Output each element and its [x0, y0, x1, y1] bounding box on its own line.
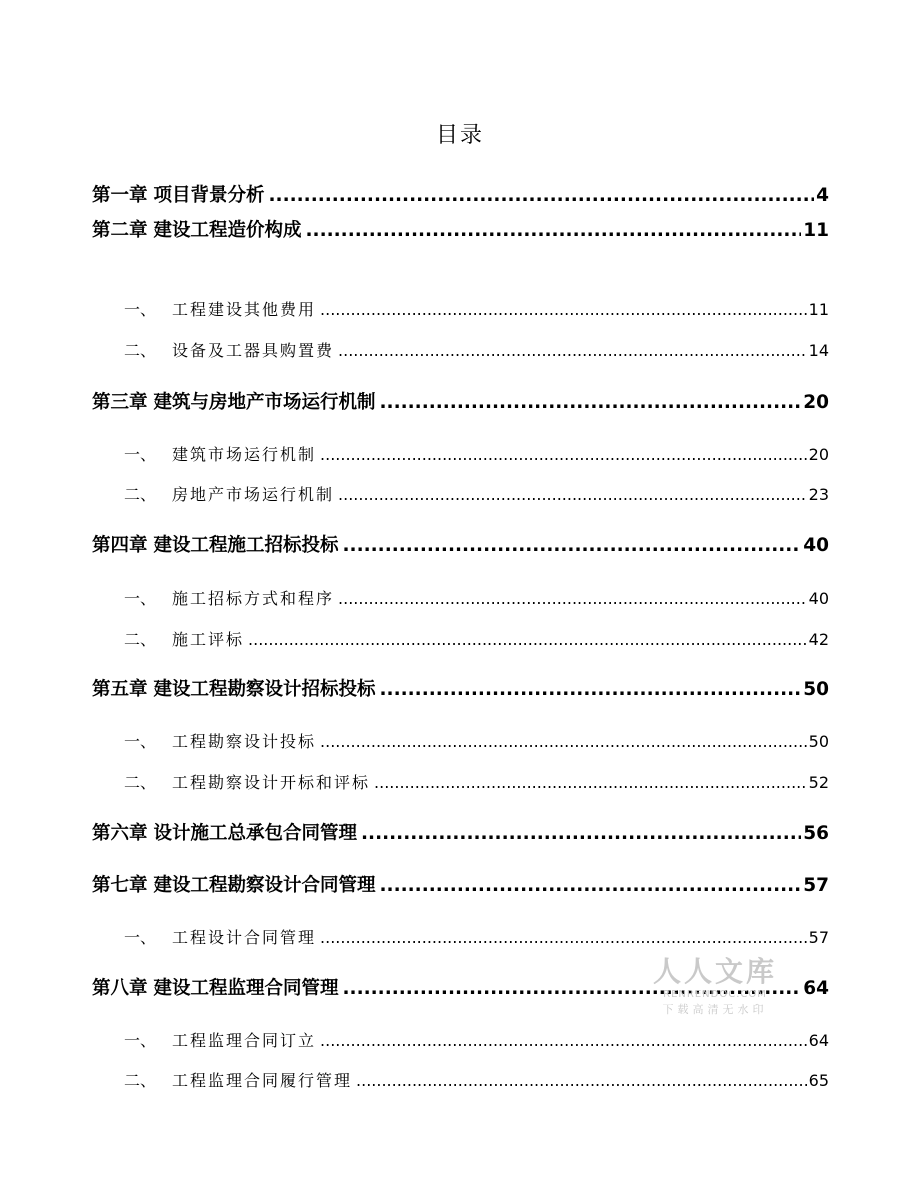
toc-chapter-number: 第一章: [92, 185, 148, 206]
toc-section-number: 一、: [124, 589, 157, 608]
toc-entry-chapter-4[interactable]: [92, 531, 829, 561]
toc-section-number: 一、: [124, 732, 157, 751]
toc-page-number: 20: [803, 392, 829, 413]
toc-leader-dots: [338, 336, 807, 366]
toc-entry-chapter-1[interactable]: [92, 181, 829, 211]
toc-section-title: 房地产市场运行机制: [172, 485, 335, 504]
toc-chapter-number: 第五章: [92, 679, 148, 700]
toc-entry-section-2-2[interactable]: [124, 336, 829, 366]
toc-leader-dots: [269, 181, 815, 211]
toc-chapter-number: 第二章: [92, 220, 148, 241]
toc-section-number: 一、: [124, 928, 157, 947]
toc-chapter-title: 建筑与房地产市场运行机制: [153, 392, 376, 413]
toc-entry-chapter-3[interactable]: [92, 388, 829, 418]
watermark-subtitle: 下载高清无水印: [662, 1003, 768, 1016]
toc-leader-dots: [343, 974, 802, 1004]
toc-chapter-number: 第七章: [92, 875, 148, 896]
toc-page-number: 50: [803, 679, 829, 700]
toc-chapter-title: 建设工程造价构成: [153, 220, 302, 241]
toc-leader-dots: [338, 480, 807, 510]
watermark-logo-text: 人人文库: [652, 955, 777, 988]
toc-page-number: 11: [808, 300, 829, 319]
toc-section-title: 设备及工器具购置费: [172, 341, 335, 360]
toc-leader-dots: [248, 625, 807, 655]
toc-section-number: 一、: [124, 445, 157, 464]
toc-section-title: 工程建设其他费用: [172, 300, 317, 319]
toc-leader-dots: [320, 727, 807, 757]
toc-leader-dots: [320, 923, 807, 953]
toc-entry-section-4-2[interactable]: [124, 625, 829, 655]
toc-section-title: 建筑市场运行机制: [172, 445, 317, 464]
toc-entry-chapter-7[interactable]: [92, 871, 829, 901]
toc-section-number: 二、: [124, 485, 157, 504]
toc-page-number: 20: [808, 445, 829, 464]
toc-section-number: 一、: [124, 1031, 157, 1050]
toc-section-number: 二、: [124, 341, 157, 360]
toc-entry-section-3-1[interactable]: [124, 440, 829, 470]
toc-chapter-title: 设计施工总承包合同管理: [153, 823, 358, 844]
toc-title: 目录: [435, 123, 484, 148]
toc-entry-chapter-5[interactable]: [92, 675, 829, 705]
toc-entry-section-5-2[interactable]: [124, 768, 829, 798]
toc-section-title: 工程监理合同订立: [172, 1031, 317, 1050]
toc-chapter-title: 建设工程勘察设计招标投标: [153, 679, 376, 700]
toc-entry-section-5-1[interactable]: [124, 727, 829, 757]
toc-page-number: 23: [808, 485, 829, 504]
toc-page-number: 64: [803, 978, 829, 999]
toc-leader-dots: [338, 584, 807, 614]
toc-page-number: 14: [808, 341, 829, 360]
toc-entry-chapter-2[interactable]: [92, 216, 829, 246]
toc-leader-dots: [356, 1066, 807, 1096]
toc-section-title: 工程勘察设计开标和评标: [172, 773, 371, 792]
toc-entry-section-8-1[interactable]: [124, 1026, 829, 1056]
toc-section-number: 二、: [124, 1071, 157, 1090]
toc-page-number: 11: [803, 220, 829, 241]
toc-leader-dots: [320, 295, 807, 325]
toc-page-number: 52: [808, 773, 829, 792]
toc-entry-section-3-2[interactable]: [124, 480, 829, 510]
toc-section-number: 二、: [124, 630, 157, 649]
toc-section-number: 一、: [124, 300, 157, 319]
toc-page-number: 57: [803, 875, 829, 896]
toc-page-number: 56: [803, 823, 829, 844]
toc-entry-chapter-6[interactable]: [92, 819, 829, 849]
toc-page-number: 65: [808, 1071, 829, 1090]
toc-chapter-number: 第六章: [92, 823, 148, 844]
toc-page-number: 50: [808, 732, 829, 751]
toc-section-number: 二、: [124, 773, 157, 792]
toc-entry-chapter-8[interactable]: [92, 974, 829, 1004]
toc-chapter-number: 第四章: [92, 535, 148, 556]
toc-section-title: 工程勘察设计投标: [172, 732, 317, 751]
toc-page-number: 4: [816, 185, 829, 206]
toc-leader-dots: [380, 388, 802, 418]
toc-section-title: 工程设计合同管理: [172, 928, 317, 947]
toc-leader-dots: [380, 871, 802, 901]
toc-page-number: 64: [808, 1031, 829, 1050]
toc-leader-dots: [343, 531, 802, 561]
toc-chapter-title: 建设工程勘察设计合同管理: [153, 875, 376, 896]
toc-page-number: 40: [803, 535, 829, 556]
toc-leader-dots: [320, 1026, 807, 1056]
toc-chapter-number: 第八章: [92, 978, 148, 999]
watermark-url: RENRENDOC.COM: [663, 989, 767, 1000]
toc-section-title: 工程监理合同履行管理: [172, 1071, 353, 1090]
toc-section-title: 施工招标方式和程序: [172, 589, 335, 608]
toc-chapter-title: 建设工程施工招标投标: [153, 535, 339, 556]
toc-leader-dots: [380, 675, 802, 705]
toc-leader-dots: [306, 216, 802, 246]
toc-page-number: 40: [808, 589, 829, 608]
toc-entry-section-8-2[interactable]: [124, 1066, 829, 1096]
toc-chapter-title: 项目背景分析: [153, 185, 265, 206]
toc-chapter-number: 第三章: [92, 392, 148, 413]
toc-leader-dots: [320, 440, 807, 470]
toc-entry-section-7-1[interactable]: [124, 923, 829, 953]
toc-entry-section-4-1[interactable]: [124, 584, 829, 614]
toc-section-title: 施工评标: [172, 630, 245, 649]
toc-page-number: 42: [808, 630, 829, 649]
toc-leader-dots: [374, 768, 807, 798]
toc-leader-dots: [361, 819, 801, 849]
toc-chapter-title: 建设工程监理合同管理: [153, 978, 339, 999]
toc-entry-section-2-1[interactable]: [124, 295, 829, 325]
toc-page-number: 57: [808, 928, 829, 947]
